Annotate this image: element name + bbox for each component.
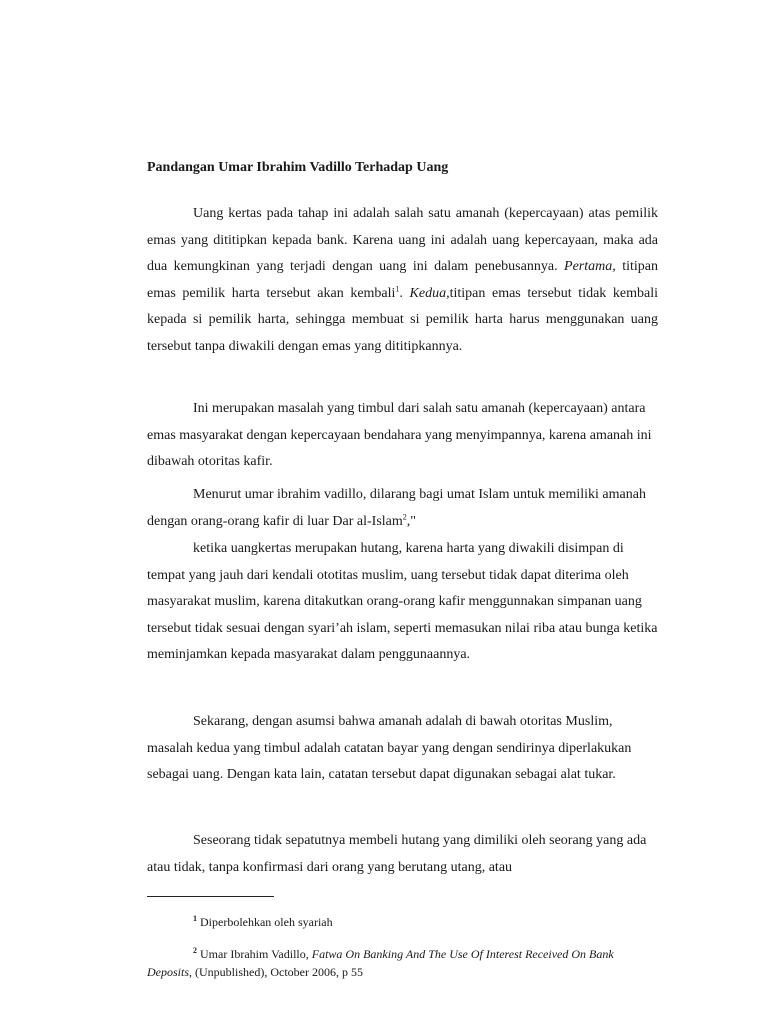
footnote-2-author: Umar Ibrahim Vadillo, xyxy=(197,947,312,961)
footnote-ref-1[interactable]: 1 xyxy=(395,283,400,293)
footnote-1 xyxy=(147,913,658,931)
paragraph-3 xyxy=(147,482,658,535)
footnote-ref-2[interactable]: 2 xyxy=(402,511,407,521)
p1-kedua: Kedua, xyxy=(409,285,450,301)
paragraph-1 xyxy=(147,201,658,360)
paragraph-6: Seseorang tidak sepatutnya membeli hutang yang dimiliki oleh seorang yang ada atau tidak, tanpa konfirmasi dari orang yang berutang utang, atau xyxy=(147,833,647,875)
footnote-1-text: Diperbolehkan oleh syariah xyxy=(197,915,333,929)
p1-pertama: Pertama, xyxy=(564,259,616,274)
footnote-2-title: Fatwa On Banking And The Use Of Interest Received On Bank Deposits xyxy=(147,947,614,979)
footnote-2-number: 2 xyxy=(193,946,197,955)
p1-text-b: titipan emas pemilik harta tersebut akan kembali xyxy=(147,259,658,301)
paragraph-2: Ini merupakan masalah yang timbul dari salah satu amanah (kepercayaan) antara emas masyarakat dengan kepercayaan bendahara yang menyimpannya, karena amanah ini dibawah otoritas kafir. xyxy=(147,401,652,469)
paragraph-4: ketika uangkertas merupakan hutang, karena harta yang diwakili disimpan di tempat yang jauh dari kendali ototitas muslim, uang tersebut tidak dapat diterima oleh masyarakat muslim, karena ditakutkan orang-orang kafir menggunnakan simpanan uang tersebut tidak sesuai dengan syari’ah islam, seperti memasukan nilai riba atau bunga ketika meminjamkan kepada masyarakat dalam penggunaannya. xyxy=(147,541,658,662)
p1-text-d: titipan emas tersebut tidak kembali kepada si pemilik harta, sehingga membuat si pemilik harta harus menggunakan uang tersebut tanpa diwakili dengan emas yang dititipkannya. xyxy=(147,285,659,354)
p3-text-a: Menurut umar ibrahim vadillo, dilarang bagi umat Islam untuk memiliki amanah dengan orang-orang kafir di luar Dar al-Islam xyxy=(147,487,646,529)
footnote-divider xyxy=(147,896,274,897)
page-title: Pandangan Umar Ibrahim Vadillo Terhadap Uang xyxy=(147,160,449,175)
p3-text-b: ," xyxy=(406,513,416,529)
footnote-2-rest: , (Unpublished), October 2006, p 55 xyxy=(189,965,363,979)
footnote-1-number: 1 xyxy=(193,914,197,923)
p1-text-c: . xyxy=(399,285,410,301)
footnote-2 xyxy=(147,945,658,981)
p1-text-a: Uang kertas pada tahap ini adalah salah satu amanah (kepercayaan) atas pemilik emas yang dititipkan kepada bank. Karena uang ini adalah uang kepercayaan, maka ada dua kemungkinan yang terjadi dengan uang ini dalam penebusannya. xyxy=(147,206,658,274)
paragraph-5: Sekarang, dengan asumsi bahwa amanah adalah di bawah otoritas Muslim, masalah kedua yang timbul adalah catatan bayar yang dengan sendirinya diperlakukan sebagai uang. Dengan kata lain, catatan tersebut dapat digunakan sebagai alat tukar. xyxy=(147,714,632,782)
